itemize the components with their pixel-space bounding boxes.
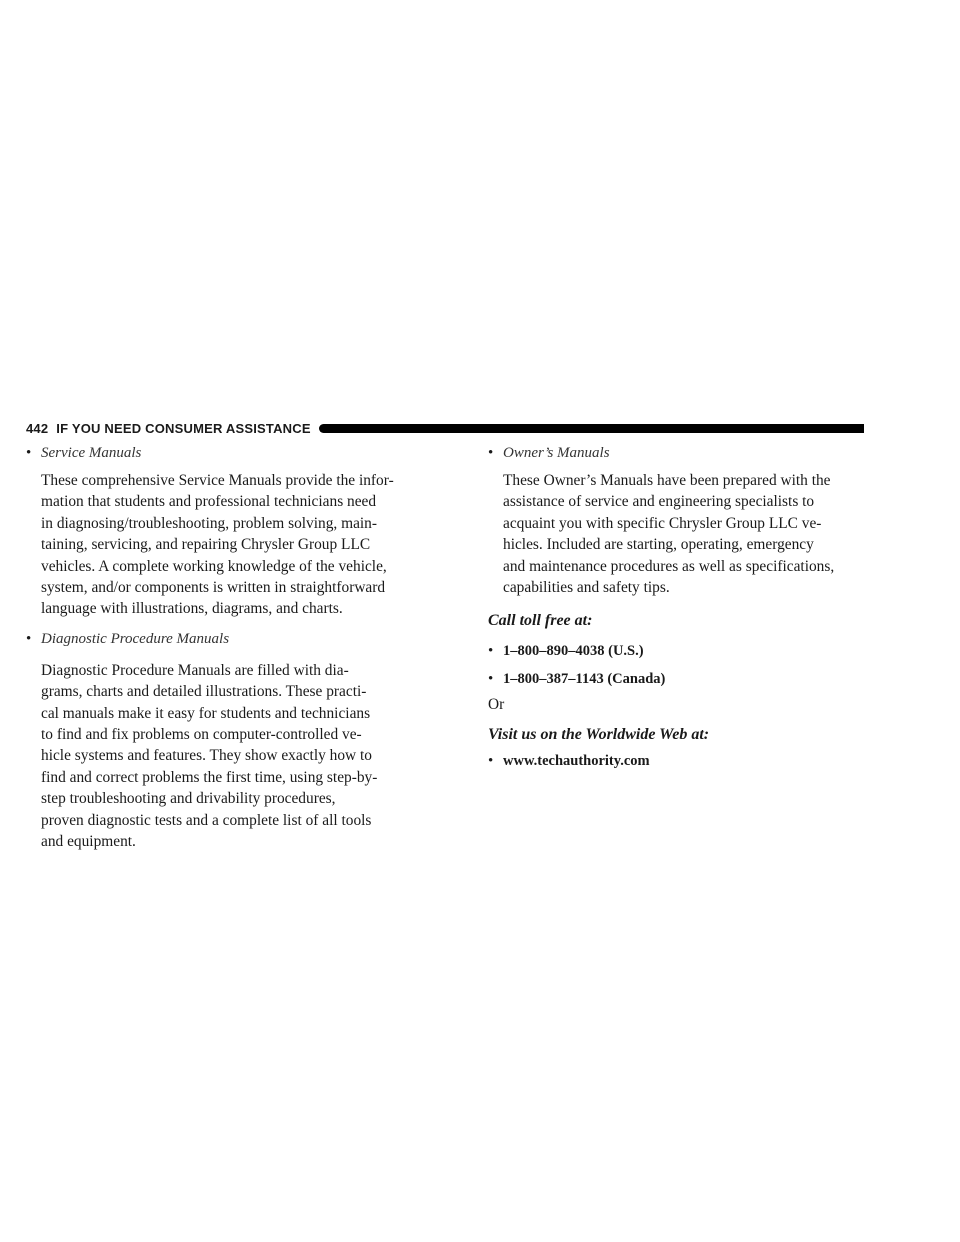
web-heading: Visit us on the Worldwide Web at: bbox=[488, 726, 710, 744]
text-line: vehicles. A complete working knowledge of the vehicle, bbox=[41, 557, 387, 575]
text-line: hicle systems and features. They show exactly how to bbox=[41, 747, 372, 765]
text-line: taining, servicing, and repairing Chrysler Group LLC bbox=[41, 536, 371, 554]
text-line: system, and/or components is written in straightforward bbox=[41, 579, 386, 597]
page-header bbox=[26, 420, 864, 436]
text-line: mation that students and professional technicians need bbox=[41, 493, 377, 511]
text-line: proven diagnostic tests and a complete list of all tools bbox=[41, 811, 372, 829]
text-line: assistance of service and engineering specialists to bbox=[503, 493, 815, 511]
header-rule bbox=[319, 424, 864, 433]
bullet-icon: • bbox=[26, 445, 32, 461]
text-line: Diagnostic Procedure Manuals are filled with dia- bbox=[41, 661, 349, 679]
text-line: cal manuals make it easy for students and technicians bbox=[41, 704, 371, 722]
text-line: step troubleshooting and drivability procedures, bbox=[41, 790, 336, 808]
phone-us-item bbox=[488, 640, 864, 662]
diagnostic-manuals-title: Diagnostic Procedure Manuals bbox=[41, 630, 230, 647]
phone-us: 1–800–890–4038 (U.S.) bbox=[503, 643, 644, 660]
bullet-icon: • bbox=[488, 643, 494, 660]
bullet-icon: • bbox=[488, 445, 494, 461]
bullet-icon: • bbox=[488, 753, 494, 770]
phone-canada: 1–800–387–1143 (Canada) bbox=[503, 671, 666, 688]
text-line: These Owner’s Manuals have been prepared with the bbox=[503, 472, 831, 489]
diagnostic-manuals-text bbox=[41, 660, 474, 853]
service-manuals-text bbox=[41, 470, 474, 620]
bullet-icon: • bbox=[488, 671, 494, 688]
page-number: 442 bbox=[26, 420, 49, 436]
text-line: find and correct problems the first time, using step-by- bbox=[41, 768, 378, 786]
or-text: Or bbox=[488, 696, 505, 714]
service-manuals-item bbox=[26, 442, 474, 464]
left-column bbox=[26, 442, 474, 853]
text-line: hicles. Included are starting, operating, emergency bbox=[503, 536, 814, 554]
service-manuals-title: Service Manuals bbox=[41, 445, 142, 461]
text-line: and equipment. bbox=[41, 833, 136, 851]
text-line: language with illustrations, diagrams, and charts. bbox=[41, 600, 343, 618]
text-line: These comprehensive Service Manuals provide the infor- bbox=[41, 472, 394, 489]
section-title: IF YOU NEED CONSUMER ASSISTANCE bbox=[56, 420, 311, 436]
bullet-icon: • bbox=[26, 630, 32, 647]
owners-manuals-item bbox=[488, 442, 864, 464]
text-line: and maintenance procedures as well as specifications, bbox=[503, 557, 835, 575]
owners-manuals-text bbox=[503, 470, 864, 598]
text-line: acquaint you with specific Chrysler Group LLC ve- bbox=[503, 514, 822, 532]
text-line: capabilities and safety tips. bbox=[503, 579, 670, 597]
website-item bbox=[488, 750, 864, 772]
text-line: in diagnosing/troubleshooting, problem solving, main- bbox=[41, 514, 378, 532]
owners-manuals-title: Owner’s Manuals bbox=[503, 445, 610, 461]
text-line: to find and fix problems on computer-controlled ve- bbox=[41, 726, 362, 744]
website-link[interactable]: www.techauthority.com bbox=[503, 753, 650, 770]
right-column bbox=[488, 442, 864, 772]
phone-canada-item bbox=[488, 668, 864, 690]
call-heading: Call toll free at: bbox=[488, 612, 593, 630]
text-line: grams, charts and detailed illustrations. These practi- bbox=[41, 683, 367, 701]
diagnostic-manuals-item bbox=[26, 628, 474, 650]
